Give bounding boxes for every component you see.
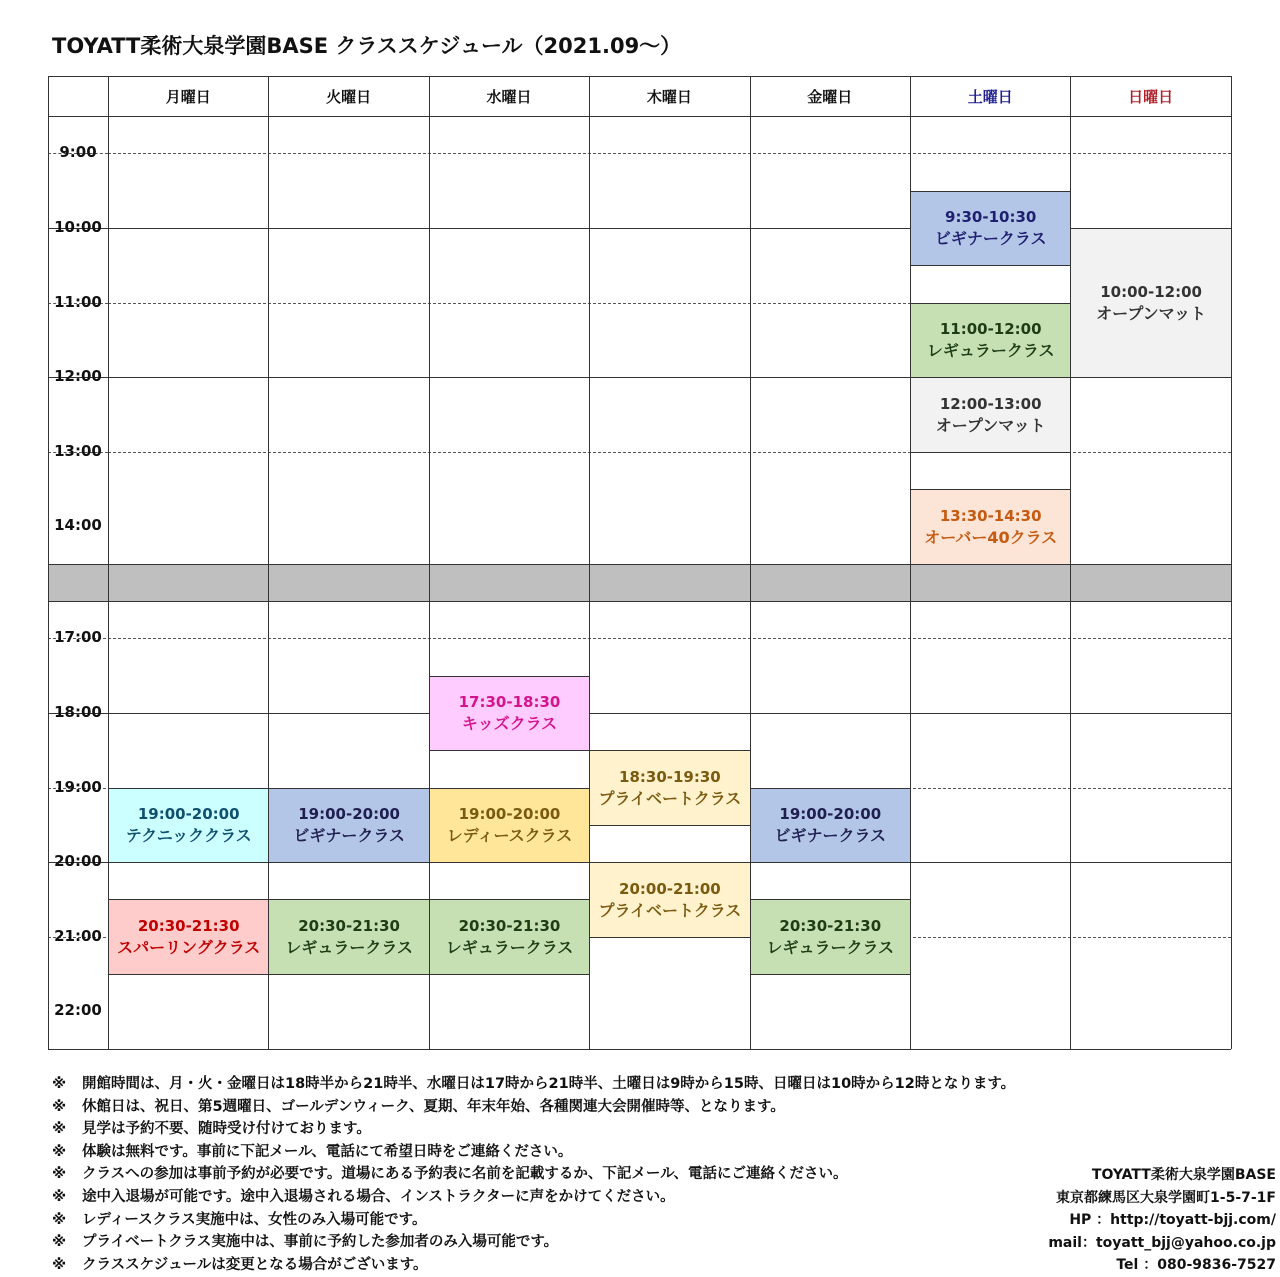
note-item [52,1073,1015,1096]
contact-mail[interactable]: mail：toyatt_bjj@yahoo.co.jp [1048,1234,1276,1251]
class-time: 20:30-21:30 [137,917,240,936]
time-label: 13:00 [54,441,102,460]
class-block [1070,228,1231,378]
day-header: 土曜日 [967,88,1013,106]
contact-hp[interactable]: HP ：http://toyatt-bjj.com/ [1069,1212,1276,1229]
class-name: スパーリングクラス [117,938,261,958]
note-item [52,1118,1015,1141]
class-name: レディースクラス [446,826,573,846]
note-text: 休館日は、祝日、第5週曜日、ゴールデンウィーク、夏期、年末年始、各種関連大会開催時等、となります。 [82,1098,785,1115]
day-header: 月曜日 [165,88,211,106]
grid-line [48,713,1231,714]
class-block [429,788,590,864]
class-block [108,788,269,864]
grid-line [48,638,1231,639]
grid-line [48,1049,1231,1050]
class-block [108,899,269,975]
time-label: 12:00 [54,367,102,386]
class-time: 17:30-18:30 [458,693,561,712]
class-time: 20:30-21:30 [458,917,561,936]
class-name: ビギナークラス [774,826,887,846]
grid-line [108,153,1231,154]
contact-tel: Tel ：080-9836-7527 [1116,1257,1276,1274]
contact-address: 東京都練馬区大泉学園町1-5-7-1F [1056,1189,1276,1206]
class-block [589,862,750,938]
class-name: レギュラークラス [285,938,413,958]
note-text: 途中入退場が可能です。途中入退場される場合、インストラクターに声をかけてください。 [82,1188,675,1205]
note-item [52,1254,1015,1277]
class-block [910,377,1071,453]
class-time: 11:00-12:00 [939,320,1042,339]
note-text: プライベートクラス実施中は、事前に予約した参加者のみ入場可能です。 [82,1234,559,1251]
grid-line [1231,76,1232,1049]
note-item [52,1231,1015,1254]
class-block [429,676,590,752]
note-item [52,1186,1015,1209]
class-name: プライベートクラス [598,788,742,808]
note-mark: ※ [52,1121,67,1138]
class-block [910,489,1071,565]
class-block [910,191,1071,267]
note-text: クラススケジュールは変更となる場合がございます。 [82,1256,428,1273]
day-header: 木曜日 [646,88,692,106]
day-header: 金曜日 [807,88,853,106]
note-mark: ※ [52,1234,67,1251]
note-text: 体験は無料です。事前に下記メール、電話にて希望日時をご連絡ください。 [82,1143,573,1160]
note-text: クラスへの参加は事前予約が必要です。道場にある予約表に名前を記載するか、下記メール、電話にご連絡ください。 [82,1166,848,1183]
grid-line [48,116,1231,117]
note-mark: ※ [52,1076,67,1092]
class-block [589,750,750,826]
time-label: 14:00 [54,516,102,535]
time-label: 18:00 [54,702,102,721]
class-name: オープンマット [1096,303,1207,323]
notes-list [52,1073,1015,1276]
page-title: TOYATT柔術大泉学園BASE クラススケジュール（2021.09～） [52,34,682,58]
time-label: 9:00 [59,143,97,162]
class-block [429,899,590,975]
time-label: 10:00 [54,217,102,236]
class-name: テクニッククラス [125,826,252,846]
day-header: 水曜日 [486,88,532,106]
class-name: ビギナークラス [934,229,1047,249]
class-time: 13:30-14:30 [939,506,1042,525]
class-time: 20:30-21:30 [298,917,400,936]
note-mark: ※ [52,1143,67,1160]
class-name: プライベートクラス [598,900,742,920]
class-time: 19:00-20:00 [779,805,882,824]
class-block [750,788,911,864]
note-mark: ※ [52,1256,67,1273]
note-mark: ※ [52,1188,67,1205]
grid-line [48,601,1231,602]
class-name: レギュラークラス [926,341,1055,361]
day-header: 日曜日 [1128,88,1174,106]
day-header: 火曜日 [326,88,372,106]
schedule-grid [48,76,1231,1049]
note-text: 開館時間は、月・火・金曜日は18時半から21時半、水曜日は17時から21時半、土曜日は9時から15時、日曜日は10時から12時となります。 [82,1076,1016,1092]
class-block [910,303,1071,379]
note-mark: ※ [52,1166,67,1183]
class-name: レギュラークラス [766,938,895,958]
time-label: 11:00 [54,292,102,311]
class-time: 19:00-20:00 [458,805,561,824]
note-mark: ※ [52,1211,67,1228]
contact-info [1048,1164,1276,1277]
note-text: 見学は予約不要、随時受け付けております。 [82,1121,371,1138]
class-name: レギュラークラス [445,938,574,958]
class-block [268,788,429,864]
class-block [750,899,911,975]
note-item [52,1141,1015,1164]
time-label: 19:00 [54,777,102,796]
time-label: 17:00 [54,628,102,647]
time-label: 21:00 [54,926,102,945]
note-item [52,1209,1015,1232]
class-time: 19:00-20:00 [137,805,240,824]
class-time: 12:00-13:00 [939,394,1042,413]
note-item [52,1096,1015,1119]
time-label: 20:00 [54,852,102,871]
class-time: 20:30-21:30 [779,917,882,936]
class-name: オープンマット [935,415,1046,435]
class-time: 19:00-20:00 [298,805,400,824]
break-row [48,564,1231,601]
class-time: 9:30-10:30 [945,208,1037,227]
class-time: 18:30-19:30 [619,767,721,786]
class-time: 20:00-21:00 [619,879,721,898]
contact-name: TOYATT柔術大泉学園BASE [1091,1167,1276,1183]
class-time: 10:00-12:00 [1100,282,1202,301]
class-name: オーバー40クラス [924,527,1058,547]
note-text: レディースクラス実施中は、女性のみ入場可能です。 [82,1211,427,1228]
time-label: 22:00 [54,1001,102,1020]
class-name: ビギナークラス [293,826,405,846]
note-item [52,1163,1015,1186]
class-block [268,899,429,975]
note-mark: ※ [52,1098,67,1115]
class-name: キッズクラス [461,714,558,734]
